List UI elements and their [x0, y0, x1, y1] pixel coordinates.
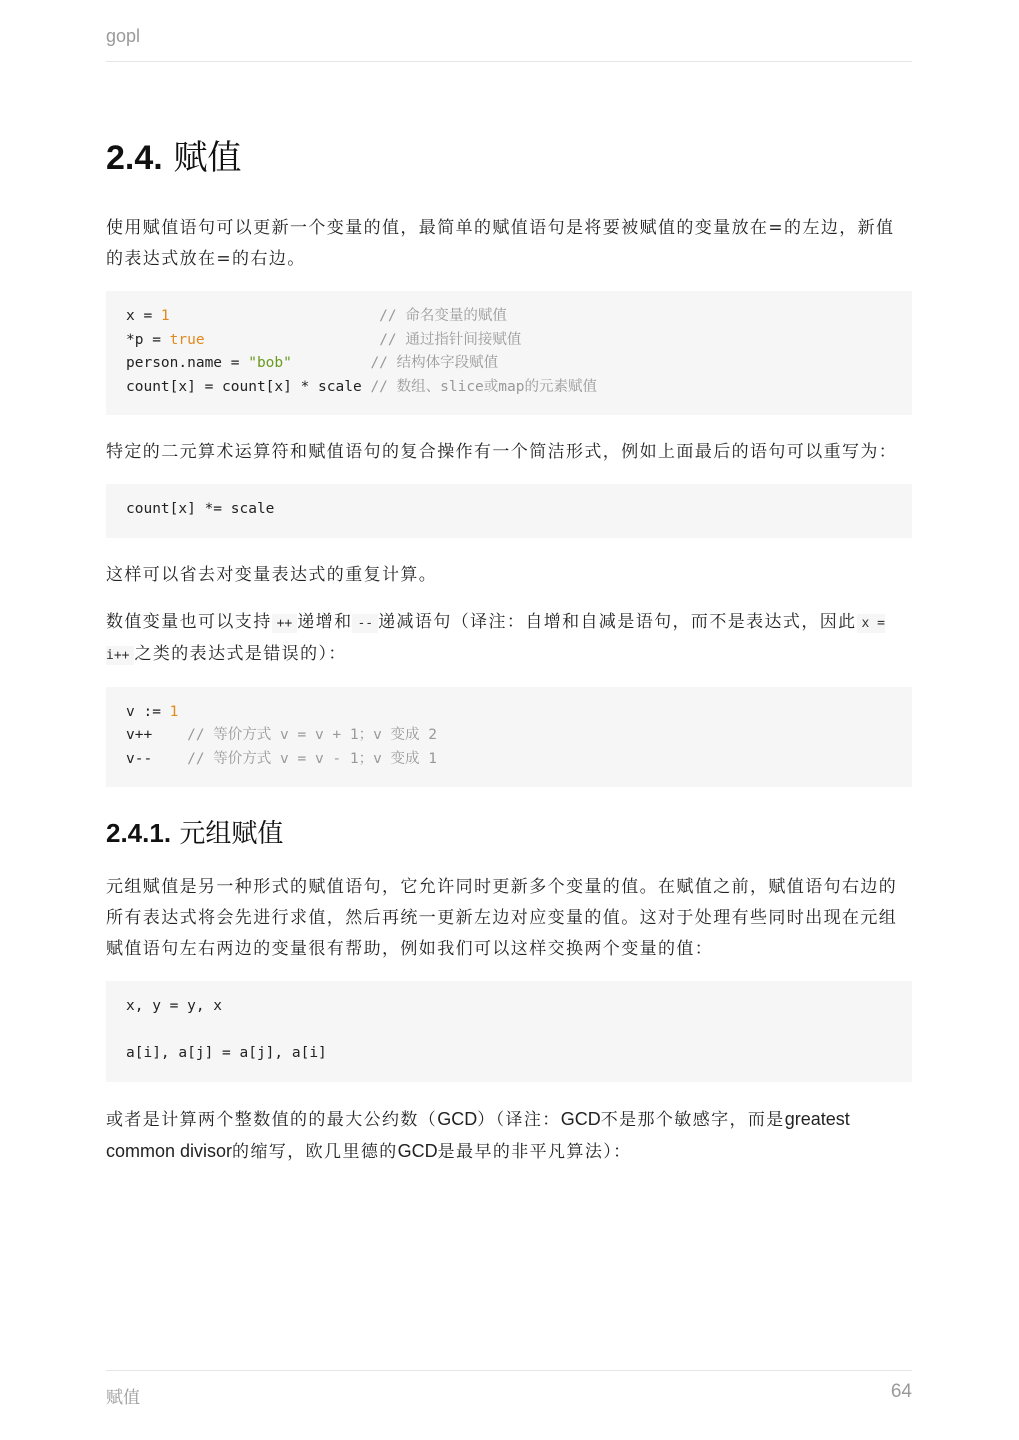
code-line: v := 1: [126, 703, 179, 720]
subsection-heading: [106, 813, 912, 854]
inline-code: x = i++: [106, 615, 886, 663]
page-footer: [106, 1370, 912, 1417]
code-block-increment: [106, 687, 912, 788]
code-line: a[i], a[j] = a[j], a[i]: [126, 1045, 327, 1061]
page-content: [106, 135, 912, 1184]
code-block-assignment: [106, 291, 912, 415]
paragraph-gcd: 或者是计算两个整数值的的最大公约数（GCD）（译注：GCD不是那个敏感字，而是greatest common divisor的缩写，欧几里德的GCD是最早的非平凡算法）：: [106, 1108, 850, 1162]
page-header: [106, 24, 912, 62]
subsection-title: 元组赋值: [179, 819, 284, 849]
footer-chapter-title: 赋值: [106, 1388, 140, 1408]
code-line: count[x] *= scale: [126, 501, 275, 517]
code-line: v-- // 等价方式 v = v - 1；v 变成 1: [126, 750, 438, 767]
code-block-tuple: [106, 981, 912, 1082]
inline-code: --: [352, 614, 378, 633]
code-line: x, y = y, x: [126, 998, 223, 1014]
code-line: *p = true // 通过指针间接赋值: [126, 331, 522, 348]
code-line: count[x] = count[x] * scale // 数组、slice或map的元素赋值: [126, 378, 597, 395]
page-number: 64: [890, 1381, 912, 1402]
paragraph-intro: 使用赋值语句可以更新一个变量的值，最简单的赋值语句是将要被赋值的变量放在=的左边，新值的表达式放在=的右边。: [106, 218, 895, 269]
running-title: gopl: [106, 26, 141, 46]
code-block-compound: [106, 484, 912, 538]
section-number: 2.4.: [106, 139, 163, 177]
paragraph-compound: 特定的二元算术运算符和赋值语句的复合操作有一个简洁形式，例如上面最后的语句可以重写为：: [106, 442, 898, 462]
section-title: 赋值: [173, 138, 242, 178]
code-line: [126, 1019, 892, 1043]
code-line: v++ // 等价方式 v = v + 1；v 变成 2: [126, 727, 438, 743]
paragraph-increment: 数值变量也可以支持 ++ 递增和 -- 递减语句（译注：自增和自减是语句，而不是表达式，因此 x = i++ 之类的表达式是错误的）：: [106, 611, 886, 664]
paragraph-tuple: 元组赋值是另一种形式的赋值语句，它允许同时更新多个变量的值。在赋值之前，赋值语句右边的所有表达式将会先进行求值，然后再统一更新左边对应变量的值。这对于处理有些同时出现在元组赋值语句左右两边的变量很有帮助，例如我们可以这样交换两个变量的值：: [106, 877, 898, 959]
code-line: person.name = "bob" // 结构体字段赋值: [126, 355, 499, 371]
code-line: x = 1 // 命名变量的赋值: [126, 308, 507, 324]
paragraph-saves-computation: 这样可以省去对变量表达式的重复计算。: [106, 564, 438, 585]
inline-code: ++: [272, 614, 298, 633]
subsection-number: 2.4.1.: [106, 818, 172, 848]
section-heading: [106, 135, 912, 181]
